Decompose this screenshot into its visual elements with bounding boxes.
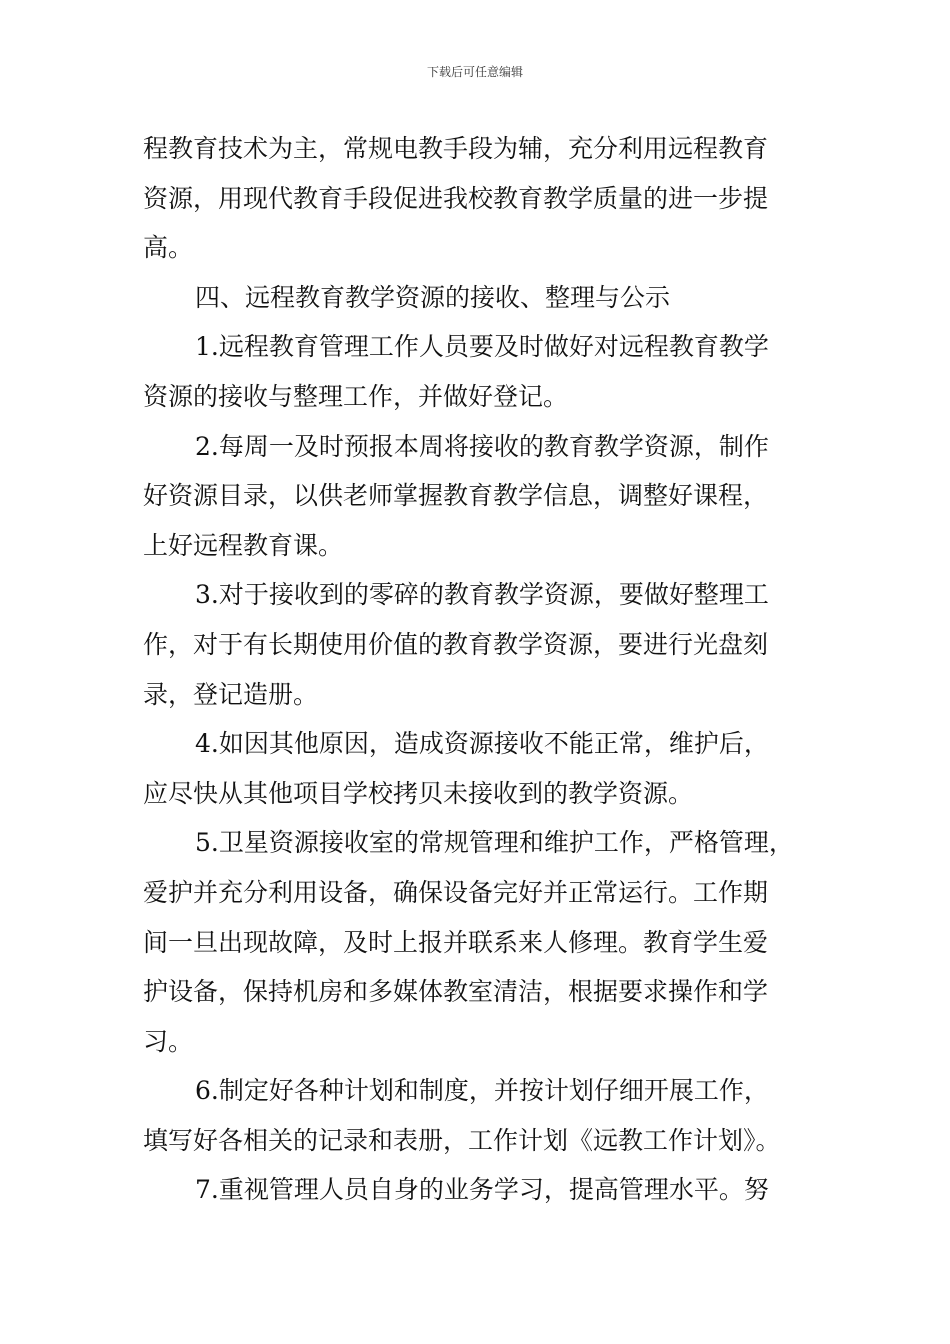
text-line: 1.远程教育管理工作人员要及时做好对远程教育教学 <box>195 332 769 362</box>
section-heading: 四、远程教育教学资源的接收、整理与公示 <box>195 282 671 312</box>
text-line: 作，对于有长期使用价值的教育教学资源，要进行光盘刻 <box>143 629 769 659</box>
text-line: 4.如因其他原因，造成资源接收不能正常，维护后， <box>195 729 769 759</box>
text-line: 7.重视管理人员自身的业务学习，提高管理水平。努 <box>195 1175 769 1205</box>
text-line: 5.卫星资源接收室的常规管理和维护工作，严格管理， <box>195 828 794 858</box>
page-header: 下载后可任意编辑 <box>426 65 523 79</box>
text-line: 资源的接收与整理工作，并做好登记。 <box>143 381 569 411</box>
text-line: 好资源目录，以供老师掌握教育教学信息，调整好课程， <box>143 481 769 511</box>
text-line: 3.对于接收到的零碎的教育教学资源，要做好整理工 <box>195 580 769 610</box>
text-line: 录，登记造册。 <box>143 679 319 709</box>
text-line: 2.每周一及时预报本周将接收的教育教学资源，制作 <box>195 431 769 461</box>
text-line: 应尽快从其他项目学校拷贝未接收到的教学资源。 <box>143 778 694 808</box>
text-line: 填写好各相关的记录和表册，工作计划《远教工作计划》。 <box>143 1125 781 1155</box>
text-line: 6.制定好各种计划和制度，并按计划仔细开展工作， <box>195 1076 769 1106</box>
text-line: 上好远程教育课。 <box>143 530 344 560</box>
text-line: 程教育技术为主，常规电教手段为辅，充分利用远程教育 <box>143 134 769 163</box>
text-line: 护设备，保持机房和多媒体教室清洁，根据要求操作和学 <box>143 977 769 1007</box>
text-line: 资源，用现代教育手段促进我校教育教学质量的进一步提 <box>143 183 769 213</box>
text-line: 习。 <box>143 1026 194 1056</box>
text-line: 爱护并充分利用设备，确保设备完好并正常运行。工作期 <box>143 877 769 907</box>
text-line: 高。 <box>143 233 194 263</box>
document-body <box>143 124 813 1215</box>
text-line: 间一旦出现故障，及时上报并联系来人修理。教育学生爱 <box>143 927 769 957</box>
